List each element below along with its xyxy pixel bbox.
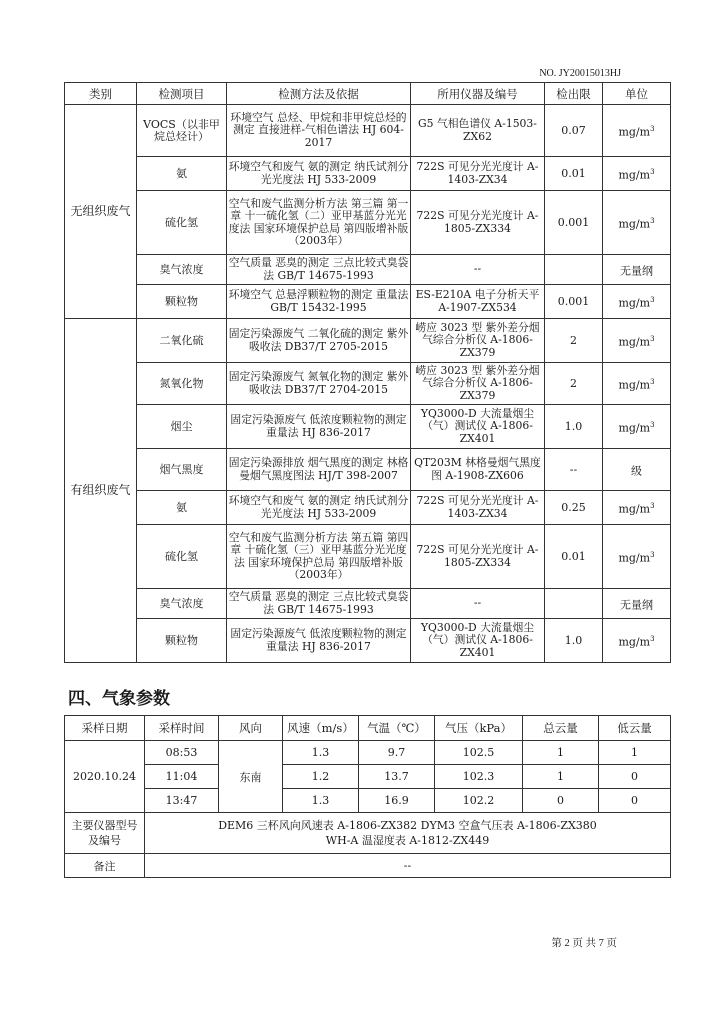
unit-sup: 3 — [650, 295, 655, 304]
unit-sup: 3 — [650, 550, 655, 559]
unit-cell — [603, 525, 671, 589]
unit-cell — [603, 589, 671, 619]
table-row — [65, 449, 671, 491]
method-cell: 环境空气和废气 氨的测定 纳氏试剂分光光度法 HJ 533-2009 — [227, 491, 411, 525]
instrument-cell: 722S 可见分光光度计 A-1403-ZX34 — [411, 157, 545, 191]
limit-cell: 0.07 — [545, 105, 603, 157]
item-cell: 臭气浓度 — [137, 589, 227, 619]
method-cell: 空气和废气监测分析方法 第三篇 第一章 十一硫化氢（二）亚甲基蓝分光光度法 国家环境保护总局 第四版增补版（2003年） — [227, 191, 411, 255]
weather-temp: 13.7 — [359, 765, 435, 789]
instrument-cell: -- — [411, 255, 545, 285]
weather-remark-row — [65, 854, 671, 878]
limit-cell: 0.01 — [545, 525, 603, 589]
unit-cell — [603, 363, 671, 405]
weather-pressure: 102.3 — [435, 765, 523, 789]
table-row — [65, 525, 671, 589]
unit-base: mg/m — [618, 635, 651, 649]
method-cell: 环境空气和废气 氨的测定 纳氏试剂分光光度法 HJ 533-2009 — [227, 157, 411, 191]
table-header-row — [65, 83, 671, 105]
item-cell: 氮氧化物 — [137, 363, 227, 405]
weather-header-date: 采样日期 — [65, 716, 145, 741]
limit-cell: 2 — [545, 319, 603, 363]
item-cell: VOCS（以非甲烷总烃计） — [137, 105, 227, 157]
unit-sup: 3 — [650, 377, 655, 386]
weather-low-cloud: 1 — [599, 741, 671, 765]
table-row — [65, 491, 671, 525]
instrument-cell: 崂应 3023 型 紫外差分烟气综合分析仪 A-1806-ZX379 — [411, 363, 545, 405]
table-row — [65, 319, 671, 363]
instrument-cell: G5 气相色谱仪 A-1503-ZX62 — [411, 105, 545, 157]
unit-cell — [603, 105, 671, 157]
limit-cell: 1.0 — [545, 405, 603, 449]
limit-cell: 0.25 — [545, 491, 603, 525]
instrument-cell: -- — [411, 589, 545, 619]
unit-base: mg/m — [618, 551, 651, 565]
instrument-cell: 722S 可见分光光度计 A-1805-ZX334 — [411, 191, 545, 255]
unit-sup: 3 — [650, 501, 655, 510]
unit-base: mg/m — [618, 421, 651, 435]
limit-cell: -- — [545, 449, 603, 491]
weather-low-cloud: 0 — [599, 765, 671, 789]
method-cell: 固定污染源排放 烟气黑度的测定 林格曼烟气黑度图法 HJ/T 398-2007 — [227, 449, 411, 491]
instrument-cell: 722S 可见分光光度计 A-1805-ZX334 — [411, 525, 545, 589]
unit-cell — [603, 191, 671, 255]
weather-header-total-cloud: 总云量 — [523, 716, 599, 741]
weather-table — [64, 715, 671, 878]
weather-time: 13:47 — [145, 789, 219, 813]
instrument-cell: 722S 可见分光光度计 A-1403-ZX34 — [411, 491, 545, 525]
unit-base: mg/m — [618, 296, 651, 310]
weather-header-time: 采样时间 — [145, 716, 219, 741]
category-cell: 有组织废气 — [65, 319, 137, 663]
header-unit: 单位 — [603, 83, 671, 105]
weather-header-speed: 风速（m/s） — [283, 716, 359, 741]
table-row — [65, 363, 671, 405]
weather-header-pressure: 气压（kPa） — [435, 716, 523, 741]
unit-sup: 3 — [650, 334, 655, 343]
document-number: NO. JY20015013HJ — [539, 68, 621, 79]
weather-instrument-value — [145, 813, 671, 854]
test-methods-table — [64, 82, 671, 663]
unit-base: mg/m — [618, 502, 651, 516]
unit-base: 无量纲 — [620, 264, 653, 278]
item-cell: 颗粒物 — [137, 619, 227, 663]
item-cell: 臭气浓度 — [137, 255, 227, 285]
method-cell: 固定污染源废气 低浓度颗粒物的测定 重量法 HJ 836-2017 — [227, 619, 411, 663]
item-cell: 硫化氢 — [137, 191, 227, 255]
item-cell: 烟尘 — [137, 405, 227, 449]
weather-direction: 东南 — [219, 741, 283, 813]
unit-sup: 3 — [650, 216, 655, 225]
weather-header-row — [65, 716, 671, 741]
weather-date: 2020.10.24 — [65, 741, 145, 813]
weather-header-low-cloud: 低云量 — [599, 716, 671, 741]
item-cell: 烟气黑度 — [137, 449, 227, 491]
method-cell: 环境空气 总烃、甲烷和非甲烷总烃的测定 直接进样-气相色谱法 HJ 604-2017 — [227, 105, 411, 157]
weather-header-temp: 气温（℃） — [359, 716, 435, 741]
weather-speed: 1.3 — [283, 789, 359, 813]
weather-temp: 9.7 — [359, 741, 435, 765]
weather-remark-label: 备注 — [65, 854, 145, 878]
instrument-cell: ES-E210A 电子分析天平 A-1907-ZX534 — [411, 285, 545, 319]
table-row — [65, 255, 671, 285]
unit-cell — [603, 285, 671, 319]
weather-total-cloud: 1 — [523, 741, 599, 765]
table-row — [65, 405, 671, 449]
method-cell: 空气质量 恶臭的测定 三点比较式臭袋法 GB/T 14675-1993 — [227, 255, 411, 285]
weather-low-cloud: 0 — [599, 789, 671, 813]
table-row — [65, 589, 671, 619]
table-row — [65, 619, 671, 663]
weather-temp: 16.9 — [359, 789, 435, 813]
item-cell: 硫化氢 — [137, 525, 227, 589]
section-title: 四、气象参数 — [68, 689, 170, 709]
method-cell: 环境空气 总悬浮颗粒物的测定 重量法 GB/T 15432-1995 — [227, 285, 411, 319]
unit-sup: 3 — [650, 167, 655, 176]
table-row — [65, 157, 671, 191]
item-cell: 氨 — [137, 157, 227, 191]
weather-remark-value: -- — [145, 854, 671, 878]
method-cell: 固定污染源废气 低浓度颗粒物的测定 重量法 HJ 836-2017 — [227, 405, 411, 449]
method-cell: 固定污染源废气 氮氧化物的测定 紫外吸收法 DB37/T 2704-2015 — [227, 363, 411, 405]
weather-pressure: 102.5 — [435, 741, 523, 765]
weather-pressure: 102.2 — [435, 789, 523, 813]
unit-base: mg/m — [618, 378, 651, 392]
weather-instrument-row — [65, 813, 671, 854]
header-category: 类别 — [65, 83, 137, 105]
unit-base: 级 — [631, 464, 642, 478]
weather-time: 11:04 — [145, 765, 219, 789]
weather-row — [65, 741, 671, 765]
unit-base: 无量纲 — [620, 598, 653, 612]
weather-total-cloud: 0 — [523, 789, 599, 813]
unit-base: mg/m — [618, 335, 651, 349]
page-number: 第 2 页 共 7 页 — [551, 938, 617, 949]
limit-cell: 0.001 — [545, 285, 603, 319]
limit-cell: 0.01 — [545, 157, 603, 191]
header-item: 检测项目 — [137, 83, 227, 105]
weather-speed: 1.3 — [283, 741, 359, 765]
unit-cell — [603, 491, 671, 525]
weather-header-direction: 风向 — [219, 716, 283, 741]
header-instrument: 所用仪器及编号 — [411, 83, 545, 105]
unit-base: mg/m — [618, 168, 651, 182]
unit-cell — [603, 619, 671, 663]
weather-speed: 1.2 — [283, 765, 359, 789]
instrument-cell: YQ3000-D 大流量烟尘（气）测试仪 A-1806-ZX401 — [411, 619, 545, 663]
item-cell: 氨 — [137, 491, 227, 525]
method-cell: 固定污染源废气 二氧化硫的测定 紫外吸收法 DB37/T 2705-2015 — [227, 319, 411, 363]
unit-sup: 3 — [650, 420, 655, 429]
limit-cell — [545, 255, 603, 285]
method-cell: 空气质量 恶臭的测定 三点比较式臭袋法 GB/T 14675-1993 — [227, 589, 411, 619]
method-cell: 空气和废气监测分析方法 第五篇 第四章 十硫化氢（三）亚甲基蓝分光光度法 国家环境保护总局 第四版增补版（2003年） — [227, 525, 411, 589]
limit-cell: 0.001 — [545, 191, 603, 255]
item-cell: 二氧化硫 — [137, 319, 227, 363]
table-row — [65, 105, 671, 157]
unit-cell — [603, 319, 671, 363]
unit-base: mg/m — [618, 217, 651, 231]
unit-cell — [603, 157, 671, 191]
header-limit: 检出限 — [545, 83, 603, 105]
limit-cell — [545, 589, 603, 619]
weather-instrument-line2: WH-A 温湿度表 A-1812-ZX449 — [325, 834, 490, 847]
instrument-cell: YQ3000-D 大流量烟尘（气）测试仪 A-1806-ZX401 — [411, 405, 545, 449]
unit-cell — [603, 255, 671, 285]
weather-instrument-line1: DEM6 三杯风向风速表 A-1806-ZX382 DYM3 空盒气压表 A-1806-ZX380 — [218, 819, 597, 832]
table-row — [65, 191, 671, 255]
weather-time: 08:53 — [145, 741, 219, 765]
table-row — [65, 285, 671, 319]
limit-cell: 2 — [545, 363, 603, 405]
item-cell: 颗粒物 — [137, 285, 227, 319]
weather-row — [65, 789, 671, 813]
unit-cell — [603, 449, 671, 491]
weather-row — [65, 765, 671, 789]
limit-cell: 1.0 — [545, 619, 603, 663]
category-cell: 无组织废气 — [65, 105, 137, 319]
unit-cell — [603, 405, 671, 449]
header-method: 检测方法及依据 — [227, 83, 411, 105]
instrument-cell: QT203M 林格曼烟气黑度图 A-1908-ZX606 — [411, 449, 545, 491]
unit-sup: 3 — [650, 124, 655, 133]
unit-base: mg/m — [618, 125, 651, 139]
weather-total-cloud: 1 — [523, 765, 599, 789]
instrument-cell: 崂应 3023 型 紫外差分烟气综合分析仪 A-1806-ZX379 — [411, 319, 545, 363]
unit-sup: 3 — [650, 634, 655, 643]
weather-instrument-label: 主要仪器型号及编号 — [65, 813, 145, 854]
